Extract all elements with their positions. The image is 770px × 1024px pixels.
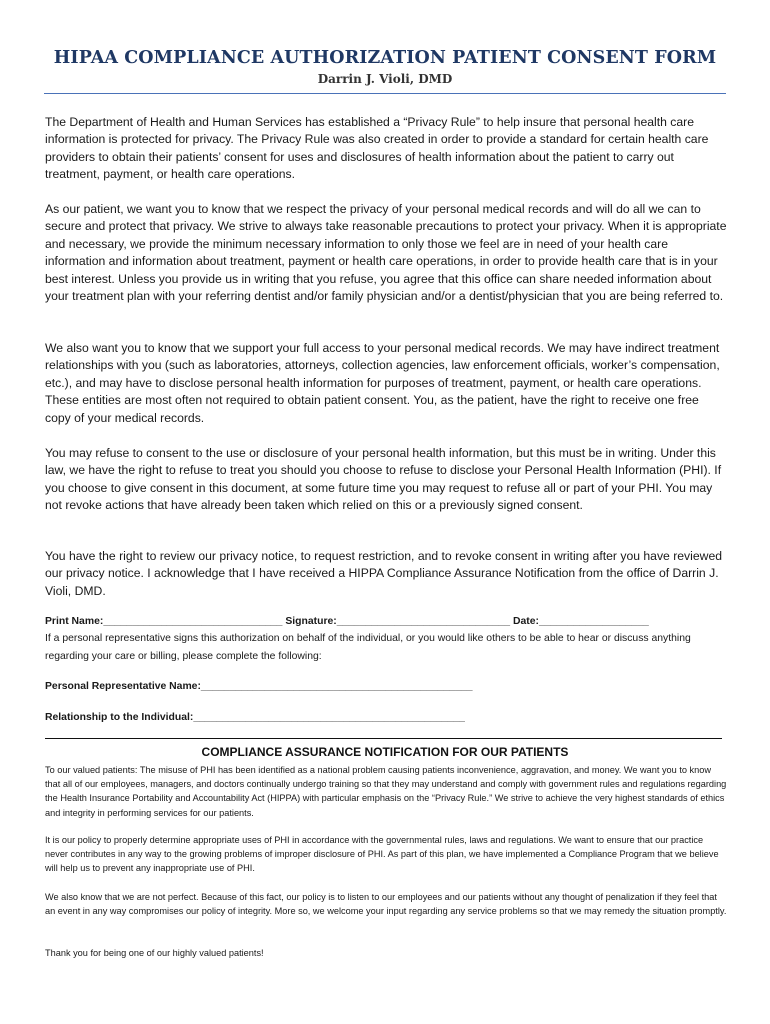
doctor-name: Darrin J. Violi, DMD <box>317 72 453 86</box>
section-divider <box>45 738 722 739</box>
paragraph-acknowledgement: You have the right to review our privacy notice, to request restriction, and to revoke consent in writing after you have reviewed our privacy notice. I acknowledge that I have received a HIPPA Compliance Assurance Notification from the office of Darrin J. Violi, DMD. <box>45 549 722 598</box>
notification-heading: COMPLIANCE ASSURANCE NOTIFICATION FOR OUR PATIENTS <box>201 745 569 759</box>
title-divider <box>44 93 726 94</box>
relationship-field[interactable]: Relationship to the Individual:_______________________________________________ <box>45 712 465 723</box>
representative-name-field[interactable]: Personal Representative Name:_______________________________________________ <box>45 681 473 692</box>
signature-line[interactable]: Print Name:_______________________________ Signature:______________________________ Date:___________________ <box>45 616 649 627</box>
paragraph-respect-privacy: As our patient, we want you to know that we respect the privacy of your personal medical records and will do all we can to secure and protect that privacy. We strive to always take reasonable precautions to protect your privacy. When it is appropriate and necessary, we provide the minimum necessary information to only those we feel are in need of your health care information and information about treatment, payment or health care operations, in order to provide health care that is in your best interest. Unless you provide us in writing that you refuse, you agree that this office can share needed information about your treatment plan with your referring dentist and/or family physician and/or a dentist/physician that you are being referred to. <box>45 202 727 304</box>
notification-thank-you: Thank you for being one of our highly valued patients! <box>45 948 264 958</box>
notification-paragraph-policy: It is our policy to properly determine appropriate uses of PHI in accordance with the governmental rules, laws and regulations. We want to ensure that our practice never contributes in any way to the growing problems of improper disclosure of PHI. As part of this plan, we have implemented a Compliance Program that we believe will help us to prevent any inappropriate use of PHI. <box>45 835 719 874</box>
paragraph-access-records: We also want you to know that we support your full access to your personal medical records. We may have indirect treatment relationships with you (such as laboratories, attorneys, collection agencies, law enforcement officials, worker’s compensation, etc.), and may have to disclose personal health information for purposes of treatment, payment, or health care operations. These entities are most often not required to obtain patient consent. You, as the patient, have the right to receive one free copy of your medical records. <box>45 341 720 425</box>
paragraph-privacy-rule: The Department of Health and Human Services has established a “Privacy Rule” to help insure that personal health care information is protected for privacy. The Privacy Rule was also created in order to provide a standard for certain health care providers to obtain their patients’ consent for uses and disclosures of health information about the patient to carry out treatment, payment, or health care operations. <box>45 115 709 182</box>
page-title: HIPAA COMPLIANCE AUTHORIZATION PATIENT CONSENT FORM <box>53 48 717 68</box>
representative-note: If a personal representative signs this authorization on behalf of the individual, or you would like others to be able to hear or discuss anything regarding your care or billing, please complete the following: <box>45 633 691 662</box>
paragraph-refuse-consent: You may refuse to consent to the use or disclosure of your personal health information, but this must be in writing. Under this law, we have the right to refuse to treat you should you choose to refuse to disclose your Personal Health Information (PHI). If you choose to give consent in this document, at some future time you may request to refuse all or part of your PHI. You may not revoke actions that have already been taken which relied on this or a previously signed consent. <box>45 446 722 513</box>
notification-paragraph-intro: To our valued patients: The misuse of PHI has been identified as a national problem causing patients inconvenience, aggravation, and money. We want you to know that all of our employees, managers, and doctors continually undergo training so that they may understand and comply with government rules and regulations regarding the Health Insurance Portability and Accountability Act (HIPPA) with particular emphasis on the “Privacy Rule.” We strive to achieve the very highest standards of ethics and integrity in performing services for our patients. <box>45 765 727 818</box>
notification-paragraph-feedback: We also know that we are not perfect. Because of this fact, our policy is to listen to our employees and our patients without any thought of penalization if they feel that an event in any way compromises our policy of integrity. More so, we welcome your input regarding any service problems so that we may remedy the situation promptly. <box>45 892 727 917</box>
